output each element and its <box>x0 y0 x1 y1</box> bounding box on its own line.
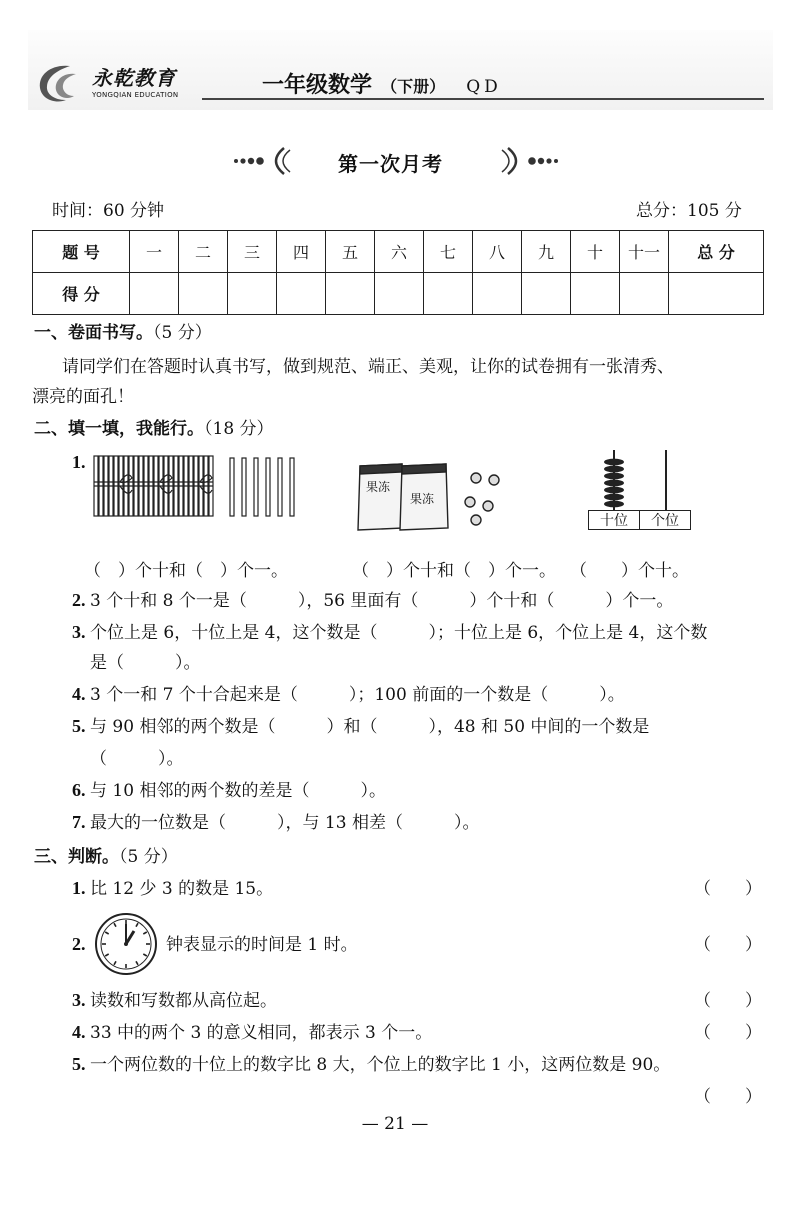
total-label: 总分：105 分 <box>636 201 742 221</box>
clock-icon <box>94 912 158 976</box>
section-title: 二、填一填，我能行。 <box>34 419 204 439</box>
judge-q1-text: 比 12 少 3 的数是 15。 <box>90 879 274 899</box>
score-input-cell[interactable] <box>277 273 326 315</box>
question-number: 3. <box>72 622 86 642</box>
jelly-bags-illustration <box>356 462 516 532</box>
table-cell: 总 分 <box>669 231 764 273</box>
subject-title: 一年级数学 <box>262 73 373 98</box>
question-number: 2. <box>72 934 86 954</box>
q7-text[interactable]: 最大的一位数是（ ），与 13 相差（ ）。 <box>90 813 480 833</box>
score-input-cell[interactable] <box>571 273 620 315</box>
exam-title: 第一次月考 <box>338 152 443 176</box>
q5-text-line2[interactable]: （ ）。 <box>90 749 184 769</box>
header-rule <box>202 98 764 100</box>
judge-q1-answer[interactable]: （ ） <box>694 879 762 899</box>
abacus-icon <box>588 448 692 510</box>
judge-q2-text: 钟表显示的时间是 1 时。 <box>166 935 358 955</box>
table-cell: 五 <box>326 231 375 273</box>
q5-text-line1[interactable]: 与 90 相邻的两个数是（ ）和（ ），48 和 50 中间的一个数是 <box>90 717 650 737</box>
question-number: 3. <box>72 990 86 1010</box>
question-number: 6. <box>72 780 86 800</box>
q2-text[interactable]: 3 个十和 8 个一是（ ），56 里面有（ ）个十和（ ）个一。 <box>90 591 674 611</box>
question-number: 4. <box>72 684 86 704</box>
brand-subtitle: YONGQIAN EDUCATION <box>92 91 179 99</box>
section-score: （18 分） <box>204 419 274 439</box>
abacus-illustration <box>588 448 692 530</box>
question-number: 7. <box>72 812 86 832</box>
table-cell: 十一 <box>620 231 669 273</box>
bundle-1 <box>94 456 133 516</box>
abacus-tens-label: 十位 <box>588 510 640 530</box>
section-1-heading <box>34 322 212 344</box>
score-input-cell[interactable] <box>424 273 473 315</box>
score-input-cell[interactable] <box>326 273 375 315</box>
score-input-cell[interactable] <box>522 273 571 315</box>
table-cell: 十 <box>571 231 620 273</box>
section-title: 一、卷面书写。 <box>34 323 153 343</box>
judge-q4-text: 33 中的两个 3 的意义相同，都表示 3 个一。 <box>90 1023 433 1043</box>
table-cell: 六 <box>375 231 424 273</box>
table-cell: 得 分 <box>33 273 130 315</box>
table-cell: 二 <box>179 231 228 273</box>
score-input-cell[interactable] <box>179 273 228 315</box>
header-title-row <box>262 68 502 99</box>
q1-answer-c[interactable]: （ ）个十。 <box>570 561 689 581</box>
brand-name: 永乾教育 <box>92 66 176 90</box>
judge-q3-text: 读数和写数都从高位起。 <box>90 991 277 1011</box>
score-table-score-row <box>33 273 764 315</box>
table-cell: 三 <box>228 231 277 273</box>
table-cell: 八 <box>473 231 522 273</box>
section-2-heading <box>34 418 274 440</box>
q6-text[interactable]: 与 10 相邻的两个数的差是（ ）。 <box>90 781 386 801</box>
bundle-2 <box>134 456 173 516</box>
jelly-bag-icon <box>356 462 516 532</box>
q3-text-line1[interactable]: 个位上是 6，十位上是 4，这个数是（ ）；十位上是 6，个位上是 4，这个数 <box>90 623 708 643</box>
score-input-cell[interactable] <box>130 273 179 315</box>
abacus-ones-label: 个位 <box>639 510 691 530</box>
table-cell: 七 <box>424 231 473 273</box>
judge-q3-answer[interactable]: （ ） <box>694 991 762 1011</box>
jelly-bag-label: 果冻 <box>366 480 391 494</box>
section-score: （5 分） <box>119 847 178 867</box>
judge-q4-answer[interactable]: （ ） <box>694 1023 762 1043</box>
section-title: 三、判断。 <box>34 847 119 867</box>
judge-q2-answer[interactable]: （ ） <box>694 935 762 955</box>
table-cell: 九 <box>522 231 571 273</box>
question-number: 5. <box>72 716 86 736</box>
loose-sticks <box>230 458 294 516</box>
table-cell: 四 <box>277 231 326 273</box>
q3-text-line2[interactable]: 是（ ）。 <box>90 653 201 673</box>
q1-answer-a[interactable]: （ ）个十和（ ）个一。 <box>84 561 288 581</box>
score-table <box>32 230 764 315</box>
judge-q5-text: 一个两位数的十位上的数字比 8 大，个位上的数字比 1 小，这两位数是 90。 <box>90 1055 671 1075</box>
time-label: 时间：60 分钟 <box>52 201 165 221</box>
section-score: （5 分） <box>153 323 212 343</box>
volume-label: （下册） <box>381 77 446 96</box>
question-number: 1. <box>72 878 86 898</box>
q1-answer-b[interactable]: （ ）个十和（ ）个一。 <box>352 561 556 581</box>
brand-logo-icon <box>32 60 82 108</box>
stick-bundles-illustration <box>92 452 302 520</box>
judge-q5-answer[interactable]: （ ） <box>694 1087 762 1107</box>
question-number: 1. <box>72 452 86 472</box>
page-number: — 21 — <box>361 1114 429 1134</box>
section-3-heading <box>34 846 178 868</box>
question-number: 4. <box>72 1022 86 1042</box>
score-input-cell[interactable] <box>228 273 277 315</box>
title-ornament-left-icon <box>232 146 294 176</box>
table-cell: 题 号 <box>33 231 130 273</box>
bundle-3 <box>174 456 213 516</box>
question-number: 2. <box>72 590 86 610</box>
score-input-cell[interactable] <box>473 273 522 315</box>
q4-text[interactable]: 3 个一和 7 个十合起来是（ ）；100 前面的一个数是（ ）。 <box>90 685 625 705</box>
score-table-header-row <box>33 231 764 273</box>
score-input-cell[interactable] <box>669 273 764 315</box>
title-ornament-right-icon <box>498 146 560 176</box>
question-number: 5. <box>72 1054 86 1074</box>
jelly-bag-label: 果冻 <box>410 492 435 506</box>
section-1-text-line2: 漂亮的面孔！ <box>32 387 134 407</box>
edition-label: QD <box>466 77 502 97</box>
table-cell: 一 <box>130 231 179 273</box>
score-input-cell[interactable] <box>620 273 669 315</box>
score-input-cell[interactable] <box>375 273 424 315</box>
section-1-text-line1: 请同学们在答题时认真书写，做到规范、端正、美观，让你的试卷拥有一张清秀、 <box>62 357 674 377</box>
